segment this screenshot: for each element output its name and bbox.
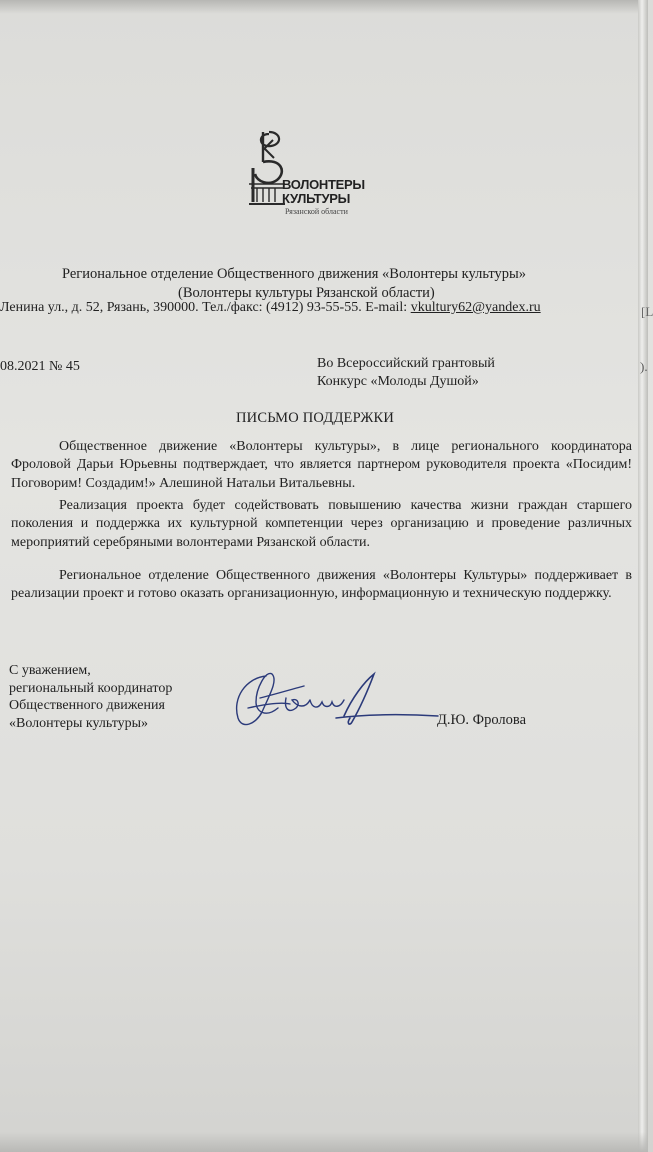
body-paragraph-1: Общественное движение «Волонтеры культуры», в лице регионального координатора Фроловой Дарьи Юрьевны подтверждает, что является партнером руководителя проекта «Посидим! Поговорим! Создадим!» Алешиной Натальи Витальевны. [11,439,632,491]
document-number: 08.2021 № 45 [0,359,80,374]
body-paragraph-3: Региональное отделение Общественного движения «Волонтеры Культуры» поддерживает в реализации проект и готово оказать организационную, информационную и техническую поддержку. [11,568,632,602]
org-address [0,300,541,316]
letter-title: ПИСЬМО ПОДДЕРЖКИ [236,410,395,426]
signer-name: Д.Ю. Фролова [437,712,527,728]
org-name-line2: (Волонтеры культуры Рязанской области) [178,285,435,301]
cut-off-text-right: [L [641,304,653,319]
logo-text-line1: ВОЛОНТЕРЫ [282,177,365,192]
paper-bottom-shadow [0,1132,648,1152]
body-paragraph-2: Реализация проекта будет содействовать повышению качества жизни граждан старшего поколения и поддержка их культурной компетенции через организацию и проведение различных мероприятий серебряными волонтерами Рязанской области. [11,498,632,550]
logo-emblem-icon [247,128,287,208]
cut-off-text-right-2: ). [640,359,648,374]
paper-top-shadow [0,0,648,14]
handwritten-signature [226,668,441,743]
org-name-line1: Региональное отделение Общественного движения «Волонтеры культуры» [62,266,527,282]
logo-text-line3: Рязанской области [285,207,348,216]
recipient-line2: Конкурс «Молоды Душой» [317,374,479,389]
logo-text-line2: КУЛЬТУРЫ [282,191,351,206]
organization-logo [247,128,397,224]
email-link[interactable]: vkultury62@yandex.ru [410,300,541,315]
address-text: Ленина ул., д. 52, Рязань, 390000. Тел./факс: (4912) 93-55-55. E-mail: [0,300,411,315]
closing-line-2: региональный координатор [9,680,173,696]
recipient-line1: Во Всероссийский грантовый [317,356,495,371]
paper-right-edge [638,0,648,1152]
closing-line-3: Общественного движения [9,698,165,713]
closing-line-4: «Волонтеры культуры» [9,715,149,731]
closing-line-1: С уважением, [9,663,91,678]
closing-block [9,662,172,732]
